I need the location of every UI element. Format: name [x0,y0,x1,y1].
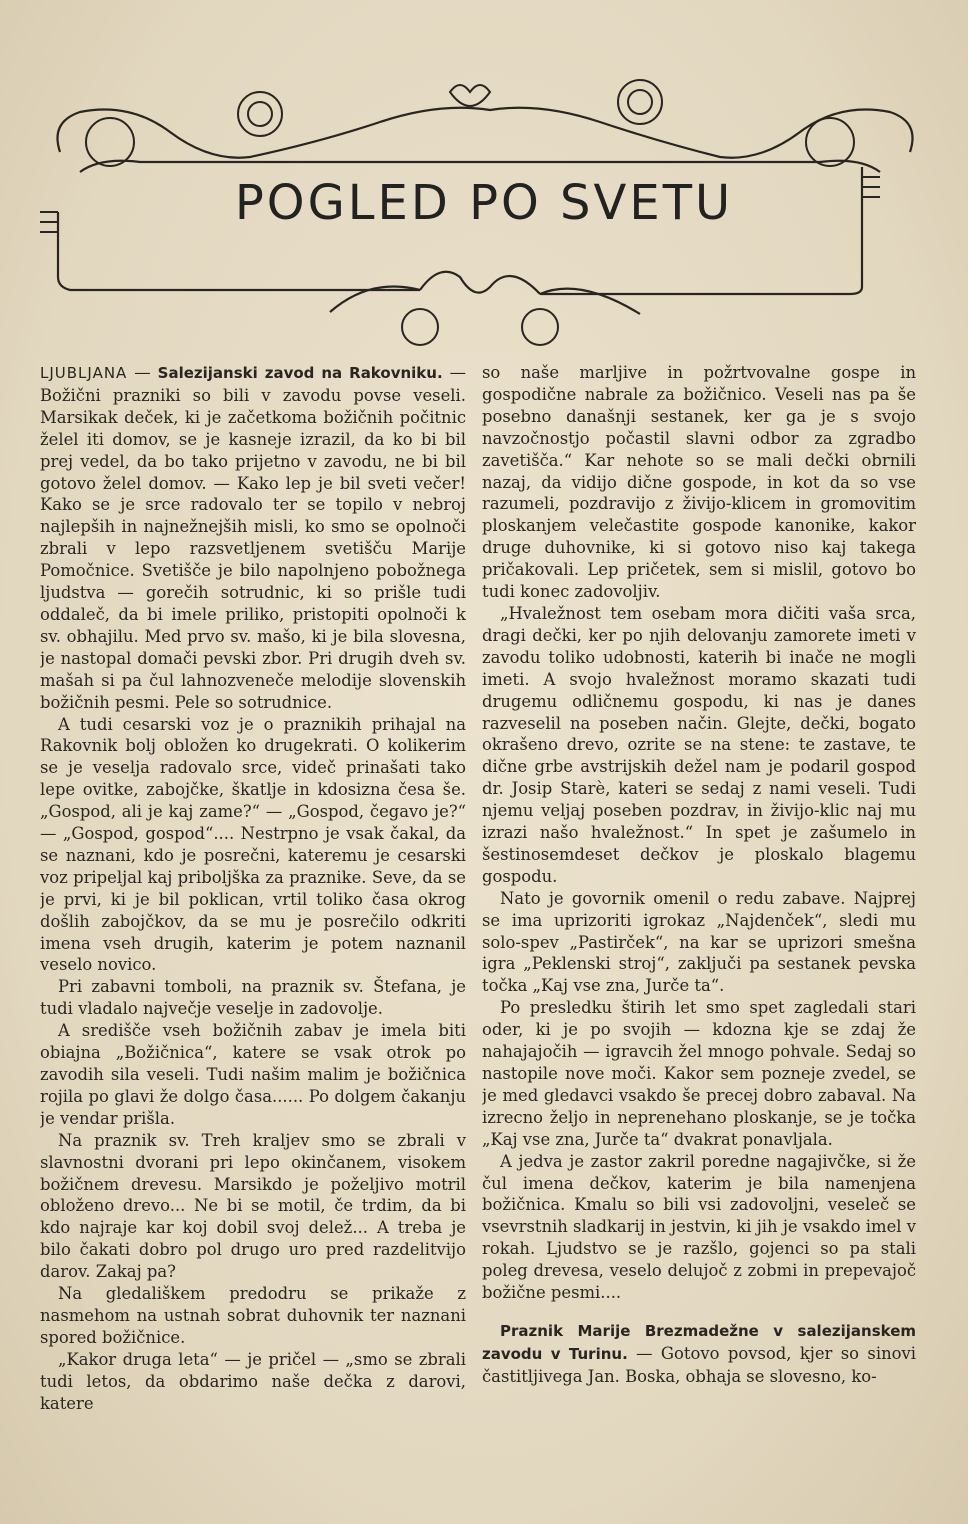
article-paragraph [40,714,466,977]
article-paragraph [482,362,916,603]
paragraph-text: — Božični prazniki so bili v zavodu povse veseli. Marsikak deček, ki je začetkoma božičnih počitnic želel iti domov, se je kasneje izrazil, da ko bi bil prej vedel, da bo tako prijetno v zavodu, ne bi bil gotovo želel domov. — Kako lep je bil sveti večer! Kako se je srce radovalo ter se topilo v nebroj najlepših in najnežnejših misli, ko smo se opolnoči zbrali v lepo razsvetljenem svetišču Marije Pomočnice. Svetišče je bilo napolnjeno pobožnega ljudstva — gorečih sotrudnic, ki so prišle tudi oddaleč, da bi imele priliko, pristopiti opolnoči k sv. obhajilu. Med prvo sv. mašo, ki je bila slovesna, je nastopal domači pevski zbor. Pri drugih dveh sv. mašah si pa čul lahnozveneče melodije slovenskih božičnih pesmi. Pele so sotrudnice. [40,363,466,712]
article-paragraph [482,997,916,1150]
separator-dash: — [127,363,158,382]
article-paragraph [40,1020,466,1130]
article-paragraph [482,603,916,888]
paragraph-text: so naše marljive in požrtvovalne gospe in gospodične nabrale za božičnico. Veseli nas pa še posebno današnji sestanek, ker ga je s svojo navzočnostjo počastil slavni odbor za zgradbo zavetišča.“ Kar nehote so se mali dečki obrnili nazaj, da vidijo dične gospode, in kot da so vse razumeli, pozdravijo z živijo-klicem in gromovitim ploskanjem velečastite gospode kanonike, kakor druge duhovnike, ki si gotovo niso kaj takega pričakovali. Lep pričetek, sem si mislil, gotovo bo tudi konec zadovoljiv. [482,363,916,602]
paragraph-text: Na praznik sv. Treh kraljev smo se zbrali v slavnostni dvorani pri lepo okinčanem, visokem božičnem drevesu. Marsikdo je poželjivo motril obloženo drevo... Ne bi se motil, če trdim, da bi kdo najraje kar koj dobil svoj delež... A treba je bilo čakati dobro pol drugo uro pred razdelitvijo darov. Zakaj pa? [40,1130,466,1282]
paragraph-text: Na gledališkem predodru se prikaže z nasmehom na ustnah sobrat duhovnik ter naznani spored božičnice. [40,1284,466,1347]
paragraph-text: A središče vseh božičnih zabav je imela biti obiajna „Božičnica“, katere se vsak otrok po zavodih sila veseli. Tudi našim malim je božičnica rojila po glavi že dolgo časa...... Po dolgem čakanju je vendar prišla. [40,1021,466,1128]
article-paragraph [40,1349,466,1415]
page-title: POGLED PO SVETU [234,175,734,231]
place-name: LJUBLJANA [40,364,128,382]
article-paragraph [40,1130,466,1283]
article-paragraph [40,976,466,1020]
article-paragraph [40,362,466,714]
left-column [40,362,466,1432]
paragraph-text: „Hvaležnost tem osebam mora dičiti vaša srca, dragi dečki, ker po njih delovanju zamorete imeti v zavodu toliko udobnosti, katerih bi inače ne mogli imeti. A svojo hvaležnost moramo skazati tudi drugemu odličnemu gospodu, ki nas je danes razveselil na poseben način. Glejte, dečki, bogato okrašeno drevo, ozrite se na stene: te zastave, te dične grbe avstrijskih dežel nam je podaril gospod dr. Josip Starè, kateri se sedaj z nami veseli. Tudi njemu veljaj poseben pozdrav, in živijo-klic naj mu izrazi našo hvaležnost.“ In spet je zašumelo in šestinosemdeset dečkov je ploskalo blagemu gospodu. [482,603,916,886]
article-paragraph [40,1283,466,1349]
paragraph-text: A jedva je zastor zakril poredne nagajivčke, si že čul imena dečkov, katerim je bila namenjena božičnica. Kmalu so bili vsi zadovoljni, veseleč se vsevrstnih sladkarij in jestvin, ki jih je vsakdo imel v rokah. Ljudstvo se je razšlo, gojenci so pa stali poleg drevesa, veselo delujoč z zobmi in prepevajoč božične pesmi.... [482,1151,916,1303]
paragraph-text: Nato je govornik omenil o redu zabave. Najprej se ima uprizoriti igrokaz „Najdenček“, sledi mu solo-spev „Pastirček“, na kar se uprizori smešna igra „Peklenski stroj“, zaključi pa sestanek pevska točka „Kaj vse zna, Jurče ta“. [482,888,916,996]
right-column [482,362,916,1402]
article-paragraph [482,888,916,998]
paragraph-text: „Kakor druga leta“ — je pričel — „smo se zbrali tudi letos, da obdarimo naše dečka z darovi, katere [40,1349,466,1413]
article-paragraph [482,1320,916,1388]
section-heading: Salezijanski zavod na Rakovniku. [157,364,443,382]
paragraph-text: Pri zabavni tomboli, na praznik sv. Štefana, je tudi vladalo največje veselje in zadovolje. [40,977,466,1019]
paragraph-text: A tudi cesarski voz je o praznikih prihajal na Rakovnik bolj obložen ko drugekrati. O kolikerim se je veselja radovalo srce, videč prinašati tako lepe ovitke, zabojčke, škatlje in kdosizna česa še. „Gospod, ali je kaj zame?“ — „Gospod, čegavo je?“ — „Gospod, gospod“.... Nestrpno je vsak čakal, da se naznani, kdo je posrečni, kateremu je cesarski voz pripeljal kaj priboljška za praznike. Seve, da se je prvi, ki je bil poklican, vrtil toliko časa okrog došlih zabojčkov, da se mu je posrečilo odkriti imena vseh drugih, katerim je potem naznanil veselo novico. [40,714,466,975]
paragraph-text: Po presledku štirih let smo spet zagledali stari oder, ki je po svojih — kdozna kje se zdaj že nahajajočih — igravcih žel mnogo pohvale. Sedaj so nastopile nove moči. Kakor sem pozneje zvedel, se je med gledavci vsakdo še precej dobro zabaval. Na izrecno željo in neprenehano ploskanje, se je točka „Kaj vse zna, Jurče ta“ dvakrat ponavljala. [482,998,916,1149]
article-paragraph [482,1151,916,1304]
paragraph-text: — Gotovo povsod, kjer so sinovi častitljivega Jan. Boska, obhaja se slovesno, ko- [482,1343,916,1386]
section-heading: Praznik Marije Brezmadežne v salezijanskem zavodu v Turinu. [482,1321,916,1363]
